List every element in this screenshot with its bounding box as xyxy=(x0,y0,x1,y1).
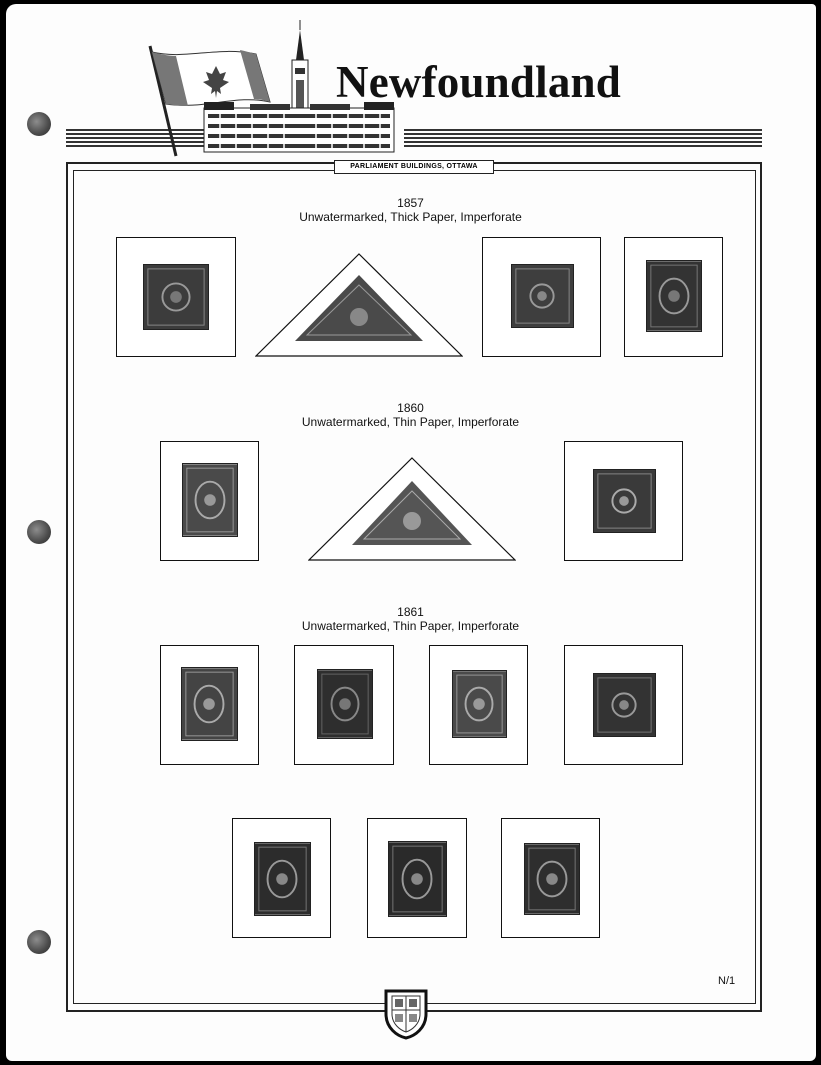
stamp-image xyxy=(593,673,656,737)
stamp-image xyxy=(646,260,702,332)
stamp-image xyxy=(524,843,580,915)
stamp-image xyxy=(511,264,574,328)
section-description: Unwatermarked, Thin Paper, Imperforate xyxy=(301,619,520,633)
coat-of-arms-icon xyxy=(383,988,429,1040)
stamp-mount[interactable] xyxy=(564,645,683,765)
section-1860-heading xyxy=(0,401,821,429)
section-description: Unwatermarked, Thin Paper, Imperforate xyxy=(301,415,520,429)
header-caption: PARLIAMENT BUILDINGS, OTTAWA xyxy=(334,160,494,174)
stamp-mount-triangle[interactable] xyxy=(255,253,463,357)
stamp-mount[interactable] xyxy=(367,818,467,938)
stamp-image xyxy=(593,469,656,533)
stamp-image xyxy=(452,670,507,738)
stamp-mount[interactable] xyxy=(501,818,600,938)
stamp-mount[interactable] xyxy=(564,441,683,561)
section-year: 1861 xyxy=(397,605,424,619)
binder-hole-icon xyxy=(27,520,51,544)
stamp-image xyxy=(388,841,447,917)
binder-hole-icon xyxy=(27,930,51,954)
stamp-mount[interactable] xyxy=(429,645,528,765)
stamp-mount[interactable] xyxy=(482,237,601,357)
binder-hole-icon xyxy=(27,112,51,136)
section-1861-heading xyxy=(0,605,821,633)
stamp-image xyxy=(181,667,238,741)
header-rule-right xyxy=(404,129,762,148)
stamp-image xyxy=(182,463,238,537)
stamp-image xyxy=(143,264,209,330)
country-title: Newfoundland xyxy=(336,57,621,107)
stamp-image xyxy=(317,669,373,739)
section-1857-heading xyxy=(0,196,821,224)
stamp-mount[interactable] xyxy=(160,441,259,561)
stamp-mount-triangle[interactable] xyxy=(308,457,516,561)
section-year: 1860 xyxy=(397,401,424,415)
stamp-mount[interactable] xyxy=(160,645,259,765)
stamp-mount[interactable] xyxy=(294,645,394,765)
stamp-image xyxy=(254,842,311,916)
section-year: 1857 xyxy=(397,196,424,210)
page-number: N/1 xyxy=(718,975,736,987)
stamp-mount[interactable] xyxy=(624,237,723,357)
stamp-mount[interactable] xyxy=(116,237,236,357)
section-description: Unwatermarked, Thick Paper, Imperforate xyxy=(299,210,522,224)
stamp-mount[interactable] xyxy=(232,818,331,938)
